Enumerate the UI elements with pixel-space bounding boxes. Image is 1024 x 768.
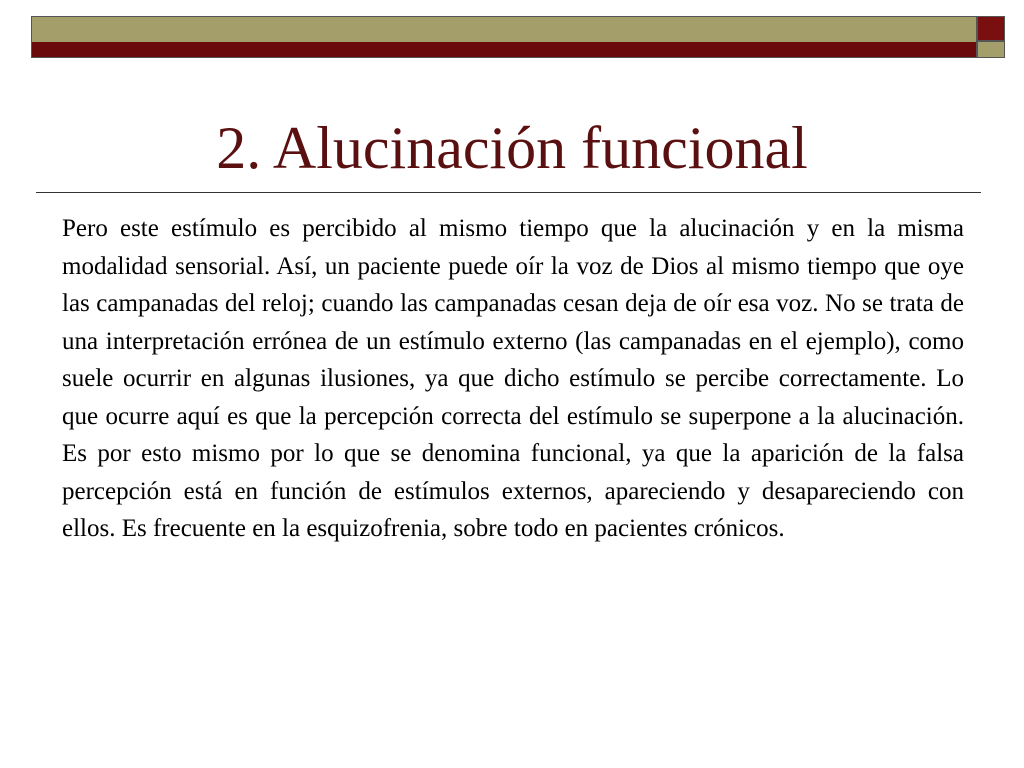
header-corner-maroon-square — [977, 16, 1005, 41]
header-corner-olive-square — [977, 41, 1005, 58]
header-band-olive-stripe — [32, 17, 976, 42]
title-divider — [36, 192, 981, 193]
header-corner-block — [977, 16, 1005, 58]
header-band — [31, 16, 977, 58]
header-band-maroon-stripe — [32, 42, 976, 58]
slide-body-text: Pero este estímulo es percibido al mismo tiempo que la alucinación y en la misma modalidad sensorial. Así, un paciente puede oír la voz de Dios al mismo tiempo que oye las campanadas del reloj; cuando las campanadas cesan deja de oír esa voz. No se trata de una interpretación errónea de un estímulo externo (las campanadas en el ejemplo), como suele ocurrir en algunas ilusiones, ya que dicho estímulo se percibe correctamente. Lo que ocurre aquí es que la percepción correcta del estímulo se superpone a la alucinación. Es por esto mismo por lo que se denomina funcional, ya que la aparición de la falsa percepción está en función de estímulos externos, apareciendo y desapareciendo con ellos. Es frecuente en la esquizofrenia, sobre todo en pacientes crónicos. — [62, 215, 964, 542]
slide-title: 2. Alucinación funcional — [216, 115, 808, 181]
